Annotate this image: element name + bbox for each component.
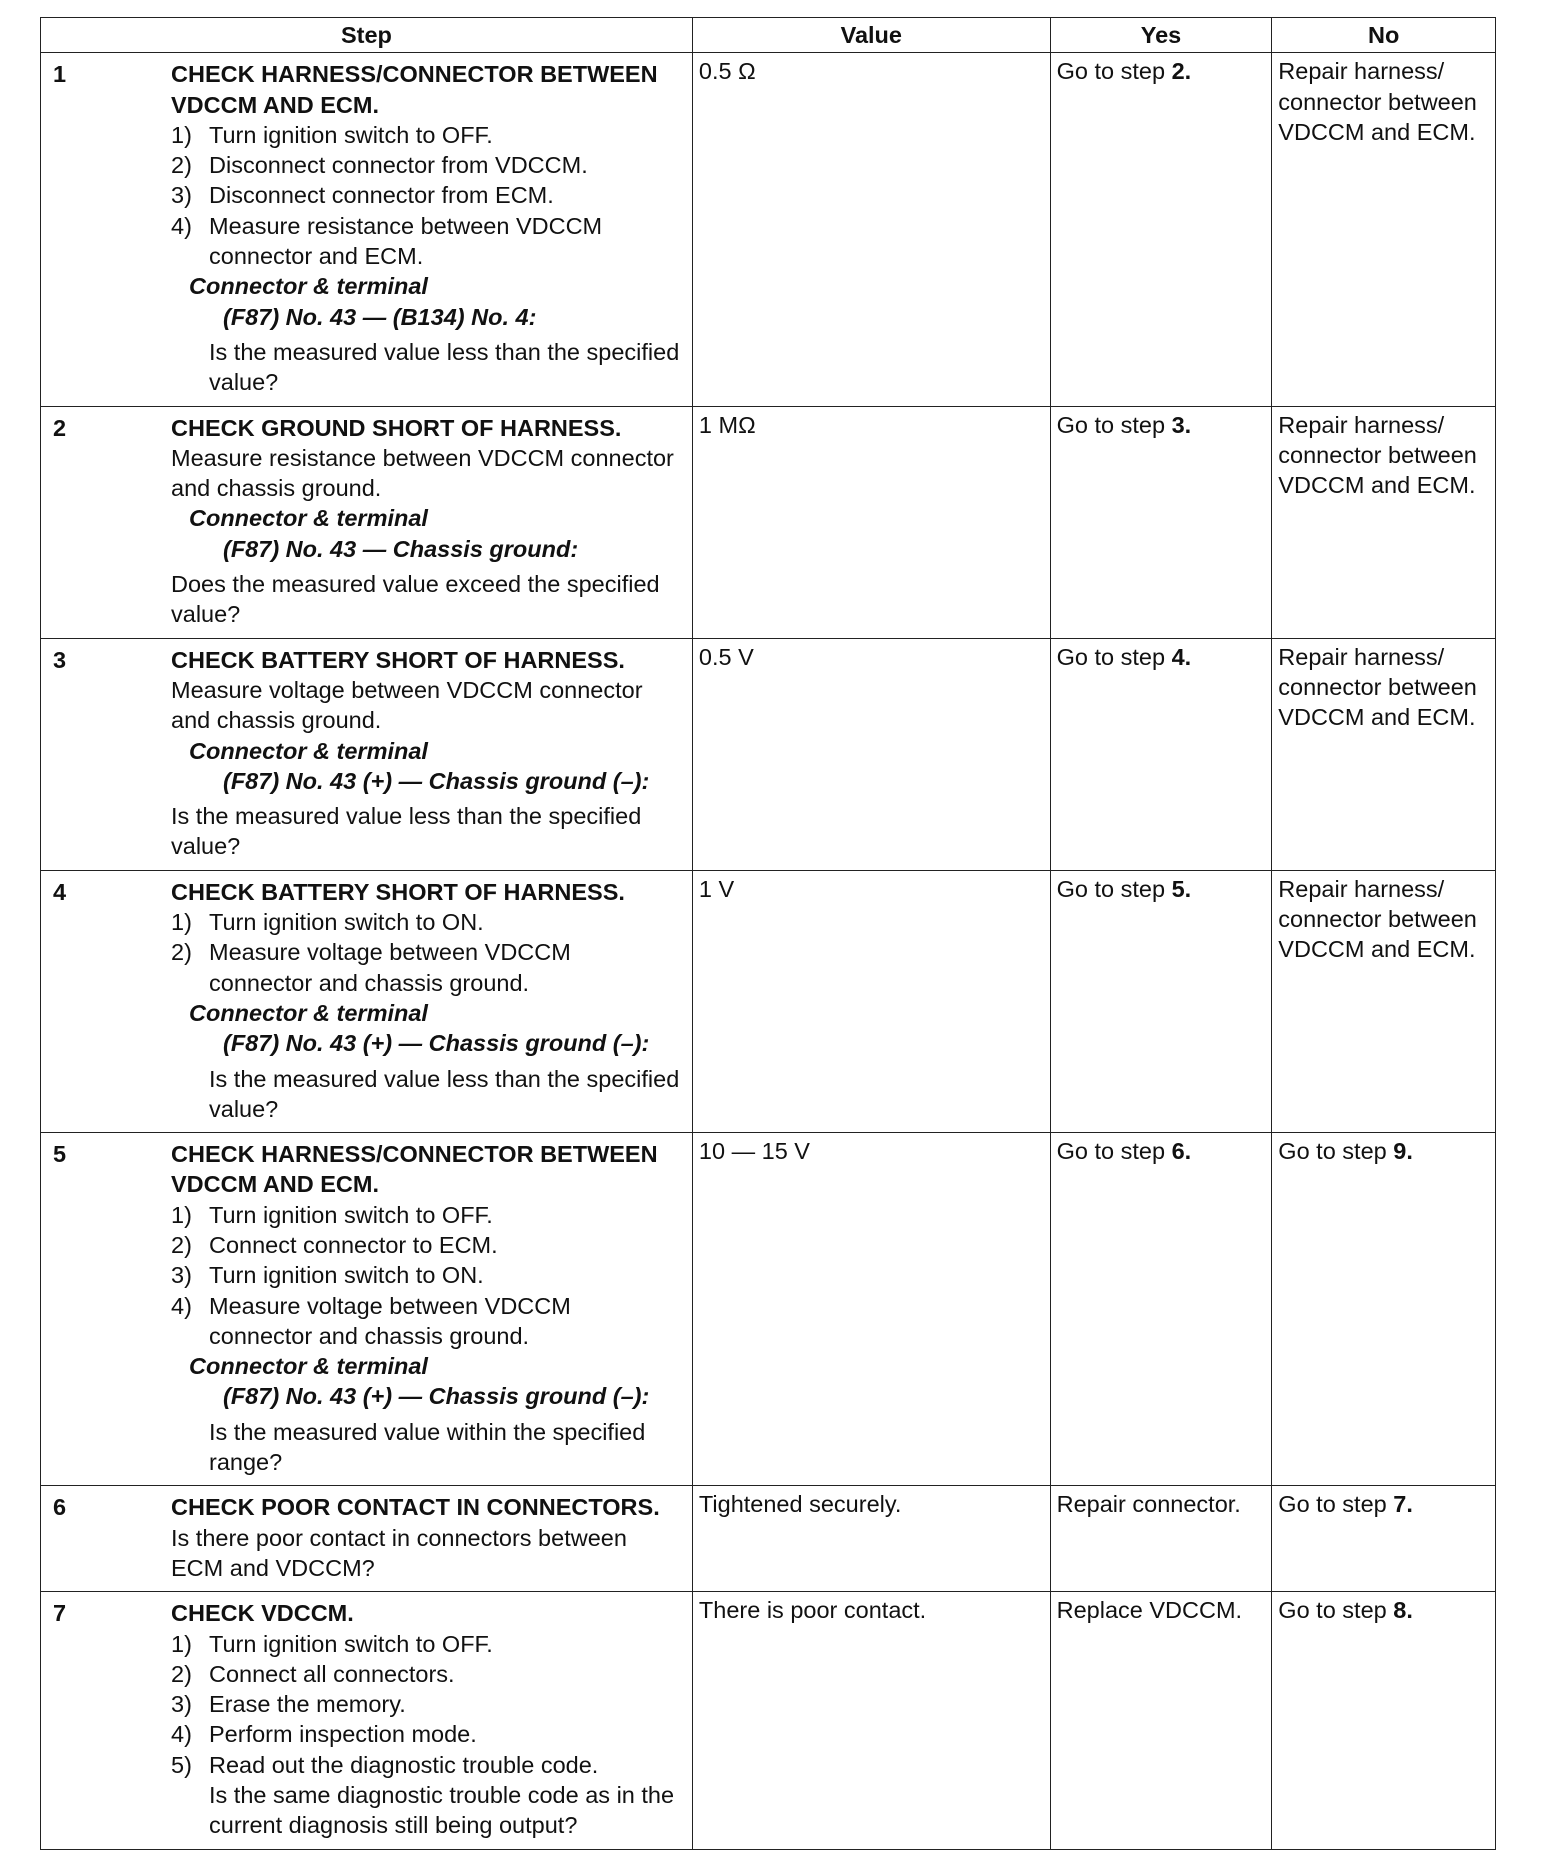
- substep-text: Measure voltage between VDCCM connector and chassis ground.: [209, 1292, 571, 1349]
- header-value: Value: [692, 18, 1050, 53]
- terminal-spec: (F87) No. 43 (+) — Chassis ground (–):: [223, 1383, 650, 1410]
- step-cell: [41, 638, 693, 870]
- substep-text: Erase the memory.: [209, 1691, 406, 1718]
- step-cell: [41, 1486, 693, 1592]
- substep-text: Turn ignition switch to OFF.: [209, 121, 493, 148]
- yes-cell: [1050, 1592, 1272, 1849]
- no-action: Go to step: [1278, 1491, 1394, 1518]
- substep-text: Turn ignition switch to OFF.: [209, 1201, 493, 1228]
- substep-number: 4): [171, 212, 192, 239]
- yes-cell: [1050, 406, 1272, 638]
- table-row: [41, 53, 1496, 406]
- step-number: 6: [53, 1494, 67, 1521]
- step-question: Is the same diagnostic trouble code as in the current diagnosis still being output?: [209, 1782, 675, 1839]
- value-cell: 1 MΩ: [692, 406, 1050, 638]
- step-number: 2: [53, 414, 67, 441]
- yes-cell: [1050, 53, 1272, 406]
- substep-number: 1): [171, 909, 192, 936]
- substep: [171, 180, 680, 210]
- yes-action: Repair connector.: [1056, 1491, 1241, 1518]
- yes-step-ref: 2.: [1171, 58, 1192, 85]
- no-cell: [1272, 53, 1496, 406]
- substep-number: 1): [171, 1630, 192, 1657]
- yes-step-ref: 5.: [1171, 875, 1192, 902]
- step-title: CHECK BATTERY SHORT OF HARNESS.: [171, 646, 625, 673]
- substep-number: 3): [171, 1691, 192, 1718]
- no-step-ref: 9.: [1393, 1138, 1413, 1165]
- step-instruction: Is there poor contact in connectors between ECM and VDCCM?: [171, 1524, 627, 1581]
- table-row: [41, 870, 1496, 1132]
- no-cell: [1272, 406, 1496, 638]
- no-action: Go to step: [1278, 1597, 1394, 1624]
- step-title: CHECK HARNESS/CONNECTOR BETWEEN VDCCM AND ECM.: [171, 61, 658, 118]
- step-cell: [41, 406, 693, 638]
- value-cell: 10 — 15 V: [692, 1133, 1050, 1486]
- yes-action: Replace VDCCM.: [1056, 1597, 1243, 1624]
- substep-text: Measure resistance between VDCCM connector and ECM.: [209, 212, 603, 270]
- substep-number: 4): [171, 1292, 192, 1319]
- substep-number: 5): [171, 1751, 192, 1778]
- substep: [171, 1750, 680, 1780]
- substep-text: Turn ignition switch to ON.: [209, 909, 484, 936]
- connector-terminal-label: Connector & terminal: [189, 273, 428, 300]
- substep: [171, 1291, 680, 1352]
- yes-action: Go to step: [1056, 411, 1172, 438]
- no-action: Repair harness/ connector between VDCCM and ECM.: [1278, 643, 1477, 731]
- no-cell: [1272, 870, 1496, 1132]
- no-cell: [1272, 1486, 1496, 1592]
- step-cell: [41, 1592, 693, 1849]
- no-action: Repair harness/ connector between VDCCM and ECM.: [1278, 411, 1477, 499]
- step-title: CHECK BATTERY SHORT OF HARNESS.: [171, 878, 625, 905]
- substep-number: 2): [171, 152, 192, 179]
- yes-cell: [1050, 870, 1272, 1132]
- substep-number: 2): [171, 1231, 192, 1258]
- substep-text: Connect all connectors.: [209, 1660, 455, 1687]
- header-yes: Yes: [1050, 18, 1272, 53]
- step-instruction: Measure resistance between VDCCM connector and chassis ground.: [171, 444, 674, 502]
- step-number: 3: [53, 646, 67, 673]
- no-step-ref: 7.: [1393, 1491, 1413, 1518]
- substep-number: 2): [171, 939, 192, 966]
- substep-text: Connect connector to ECM.: [209, 1231, 498, 1258]
- substep: [171, 1719, 680, 1749]
- substep: [171, 120, 680, 150]
- substep-number: 4): [171, 1721, 192, 1748]
- yes-action: Go to step: [1056, 875, 1172, 902]
- no-cell: [1272, 1133, 1496, 1486]
- step-title: CHECK GROUND SHORT OF HARNESS.: [171, 414, 622, 441]
- step-number: 7: [53, 1600, 67, 1627]
- substep-text: Disconnect connector from ECM.: [209, 182, 554, 209]
- substep: [171, 1200, 680, 1230]
- no-step-ref: 8.: [1393, 1597, 1413, 1624]
- step-cell: [41, 1133, 693, 1486]
- step-number: 1: [53, 61, 67, 88]
- value-cell: 0.5 Ω: [692, 53, 1050, 406]
- terminal-spec: (F87) No. 43 — Chassis ground:: [223, 535, 579, 562]
- value-cell: Tightened securely.: [692, 1486, 1050, 1592]
- substep-number: 1): [171, 1201, 192, 1228]
- no-cell: [1272, 638, 1496, 870]
- yes-step-ref: 4.: [1171, 643, 1192, 670]
- substep: [171, 211, 680, 272]
- value-cell: 1 V: [692, 870, 1050, 1132]
- table-row: [41, 638, 1496, 870]
- table-row: [41, 1133, 1496, 1486]
- table-row: [41, 1592, 1496, 1849]
- yes-cell: [1050, 1133, 1272, 1486]
- substep-text: Read out the diagnostic trouble code.: [209, 1751, 599, 1778]
- substep: [171, 1689, 680, 1719]
- yes-step-ref: 6.: [1171, 1138, 1192, 1165]
- substep: [171, 1230, 680, 1260]
- no-action: Repair harness/ connector between VDCCM and ECM.: [1278, 58, 1477, 145]
- substep: [171, 1629, 680, 1659]
- substep: [171, 150, 680, 180]
- yes-action: Go to step: [1056, 1138, 1172, 1165]
- step-question: Is the measured value within the specified range?: [209, 1418, 646, 1476]
- no-action: Go to step: [1278, 1138, 1394, 1165]
- step-title: CHECK HARNESS/CONNECTOR BETWEEN VDCCM AND ECM.: [171, 1141, 658, 1198]
- connector-terminal-label: Connector & terminal: [189, 999, 428, 1026]
- substep-text: Turn ignition switch to OFF.: [209, 1630, 493, 1657]
- step-question: Is the measured value less than the specified value?: [171, 803, 642, 860]
- yes-step-ref: 3.: [1171, 411, 1192, 438]
- table-header-row: [41, 18, 1496, 53]
- terminal-spec: (F87) No. 43 — (B134) No. 4:: [223, 303, 537, 330]
- substep-number: 1): [171, 121, 192, 148]
- step-question: Does the measured value exceed the specified value?: [171, 571, 660, 628]
- yes-action: Go to step: [1056, 58, 1172, 85]
- step-title: CHECK VDCCM.: [171, 1600, 354, 1627]
- step-number: 4: [53, 878, 67, 905]
- connector-terminal-label: Connector & terminal: [189, 505, 428, 532]
- substep: [171, 937, 680, 998]
- connector-terminal-label: Connector & terminal: [189, 737, 428, 764]
- terminal-spec: (F87) No. 43 (+) — Chassis ground (–):: [223, 1030, 650, 1057]
- yes-cell: [1050, 1486, 1272, 1592]
- no-cell: [1272, 1592, 1496, 1849]
- table-row: [41, 406, 1496, 638]
- diagnostic-table: [40, 17, 1496, 1850]
- terminal-spec: (F87) No. 43 (+) — Chassis ground (–):: [223, 767, 650, 794]
- substep: [171, 907, 680, 937]
- connector-terminal-label: Connector & terminal: [189, 1353, 428, 1380]
- substep-number: 2): [171, 1660, 192, 1687]
- substep-text: Disconnect connector from VDCCM.: [209, 152, 588, 179]
- value-cell: There is poor contact.: [692, 1592, 1050, 1849]
- header-step: Step: [41, 18, 693, 53]
- substep-text: Measure voltage between VDCCM connector and chassis ground.: [209, 939, 571, 996]
- substep-text: Turn ignition switch to ON.: [209, 1262, 484, 1289]
- step-cell: [41, 53, 693, 406]
- substep-number: 3): [171, 182, 192, 209]
- yes-cell: [1050, 638, 1272, 870]
- header-no: No: [1272, 18, 1496, 53]
- step-title: CHECK POOR CONTACT IN CONNECTORS.: [171, 1494, 660, 1521]
- step-question: Is the measured value less than the specified value?: [209, 1065, 680, 1122]
- step-instruction: Measure voltage between VDCCM connector and chassis ground.: [171, 676, 643, 734]
- substep-number: 3): [171, 1262, 192, 1289]
- substep: [171, 1659, 680, 1689]
- yes-action: Go to step: [1056, 643, 1172, 670]
- value-cell: 0.5 V: [692, 638, 1050, 870]
- substep-text: Perform inspection mode.: [209, 1721, 477, 1748]
- substep: [171, 1260, 680, 1290]
- step-cell: [41, 870, 693, 1132]
- table-row: [41, 1486, 1496, 1592]
- no-action: Repair harness/ connector between VDCCM and ECM.: [1278, 875, 1477, 963]
- step-number: 5: [53, 1141, 67, 1168]
- step-question: Is the measured value less than the specified value?: [209, 338, 680, 396]
